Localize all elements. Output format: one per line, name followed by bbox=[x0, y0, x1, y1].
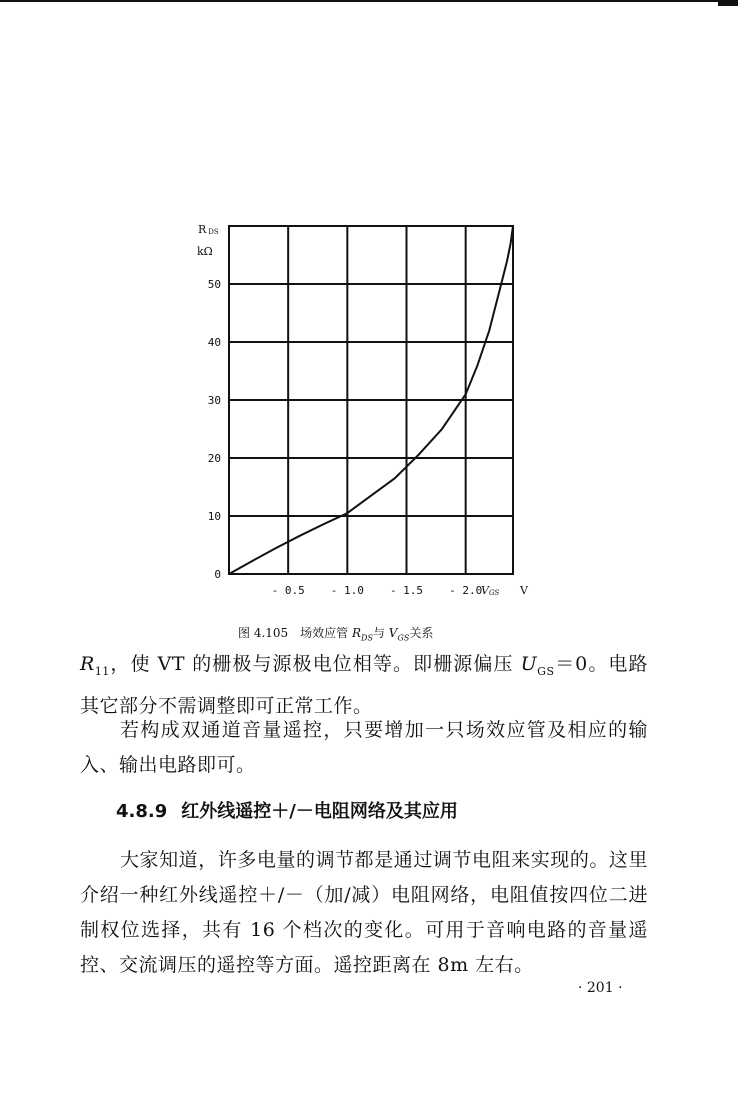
y-tick-label: 50 bbox=[207, 278, 221, 291]
caption-r: R bbox=[351, 626, 362, 640]
paragraph-2: 若构成双通道音量遥控，只要增加一只场效应管及相应的输入、输出电路即可。 bbox=[80, 719, 648, 776]
y-axis-label-r: RDS bbox=[198, 223, 219, 236]
y-tick-label: 10 bbox=[207, 510, 221, 523]
section-heading bbox=[116, 797, 458, 823]
caption-prefix: 图 4.105 场效应管 bbox=[238, 626, 352, 640]
x-tick-label: - 1.5 bbox=[389, 584, 424, 597]
caption-suffix: 关系 bbox=[409, 626, 434, 640]
para1-u: U bbox=[520, 653, 538, 675]
caption-r-sub: DS bbox=[361, 633, 373, 643]
x-tick-labels bbox=[272, 584, 483, 597]
paragraph-3: 大家知道，许多电量的调节都是通过调节电阻来实现的。这里介绍一种红外线遥控＋/－（加/减）电阻网络，电阻值按四位二进制权位选择，共有 16 个档次的变化。可用于音响电路的音量遥控、交流调压的遥控等方面。遥控距离在 8m 左右。 bbox=[80, 849, 648, 976]
page-number: · 201 · bbox=[578, 980, 623, 996]
para1-text-b: ＝0。电路其它部分不需调整即可正常工作。 bbox=[80, 653, 649, 717]
x-tick-label: - 0.5 bbox=[271, 584, 305, 597]
x-tick-label: - 1.0 bbox=[330, 584, 364, 597]
y-tick-labels bbox=[208, 278, 221, 581]
y-tick-label: 40 bbox=[207, 336, 221, 349]
section-title: 红外线遥控＋/－电阻网络及其应用 bbox=[181, 801, 458, 822]
y-tick-label: 20 bbox=[207, 452, 221, 465]
y-tick-label: 0 bbox=[214, 568, 221, 581]
para1-r: R bbox=[80, 653, 95, 675]
chart-grid bbox=[229, 226, 513, 574]
x-axis-label-unit: V bbox=[520, 584, 528, 597]
x-axis-label-vgs: VGS bbox=[481, 584, 500, 597]
y-tick-label: 30 bbox=[207, 394, 221, 407]
y-axis-label-unit: kΩ bbox=[197, 245, 213, 258]
figure-caption bbox=[238, 624, 433, 642]
caption-v-sub: GS bbox=[397, 633, 410, 643]
para1-u-sub: GS bbox=[537, 664, 555, 678]
section-number: 4.8.9 bbox=[116, 801, 168, 822]
para1-r-sub: 11 bbox=[94, 664, 110, 678]
caption-mid: 与 bbox=[372, 626, 389, 640]
para1-text-a: ，使 VT 的栅极与源极电位相等。即栅源偏压 bbox=[109, 653, 521, 675]
x-tick-label: - 2.0 bbox=[449, 584, 483, 597]
caption-v: V bbox=[388, 626, 398, 640]
